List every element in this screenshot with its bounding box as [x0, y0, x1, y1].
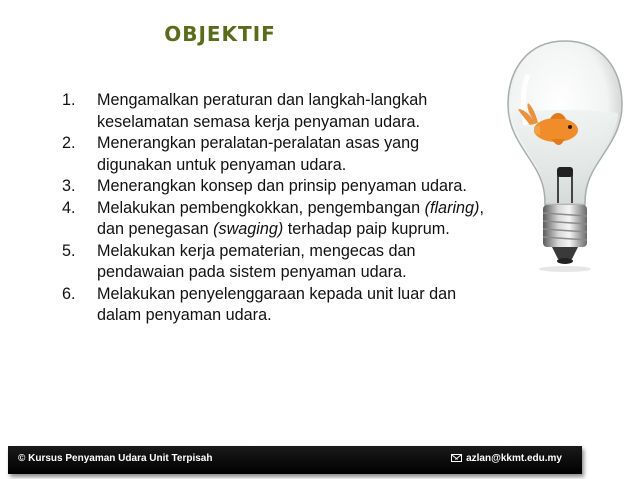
objective-item: [52, 198, 492, 241]
objective-text: Menerangkan konsep dan prinsip penyaman udara.: [97, 177, 467, 195]
footer-contact: [451, 453, 562, 464]
slide-title: OBJEKTIF: [164, 22, 276, 46]
footer-bar: [8, 446, 582, 474]
objective-item: [52, 133, 492, 176]
objectives-list: [52, 90, 492, 327]
objective-item: [52, 90, 492, 133]
objective-item: [52, 241, 492, 284]
objective-number: 6.: [62, 284, 76, 303]
objective-text: Menerangkan peralatan-peralatan asas yang digunakan untuk penyaman udara.: [97, 134, 420, 174]
objective-term-swaging: (swaging): [213, 220, 284, 238]
objective-number: 3.: [62, 177, 76, 195]
objective-item: [52, 176, 492, 198]
objective-number: 5.: [62, 241, 76, 260]
objective-text: Melakukan kerja pematerian, mengecas dan pendawaian pada sistem penyaman udara.: [97, 241, 416, 281]
footer-email[interactable]: azlan@kkmt.edu.my: [466, 453, 562, 464]
objective-text: , dan penegasan: [97, 198, 484, 238]
bulb-base: [543, 205, 587, 247]
filament: [557, 167, 573, 177]
objective-number: 2.: [62, 134, 76, 152]
objective-text: Mengamalkan peraturan dan langkah-langkah keselamatan semasa kerja penyaman udara.: [97, 91, 428, 131]
objective-text: Melakukan penyelenggaraan kepada unit luar dan dalam penyaman udara.: [97, 284, 457, 324]
envelope-icon: [451, 454, 462, 462]
objective-number: 1.: [62, 91, 76, 109]
objective-text: terhadap paip kuprum.: [283, 220, 450, 238]
objective-text: Melakukan pembengkokkan, pengembangan: [97, 198, 425, 217]
objective-term-flaring: (flaring): [424, 198, 480, 217]
objective-number: 4.: [62, 198, 76, 217]
objective-item: [52, 284, 492, 327]
lightbulb-goldfish-image: [500, 35, 630, 275]
footer-copyright: © Kursus Penyaman Udara Unit Terpisah: [18, 453, 213, 464]
